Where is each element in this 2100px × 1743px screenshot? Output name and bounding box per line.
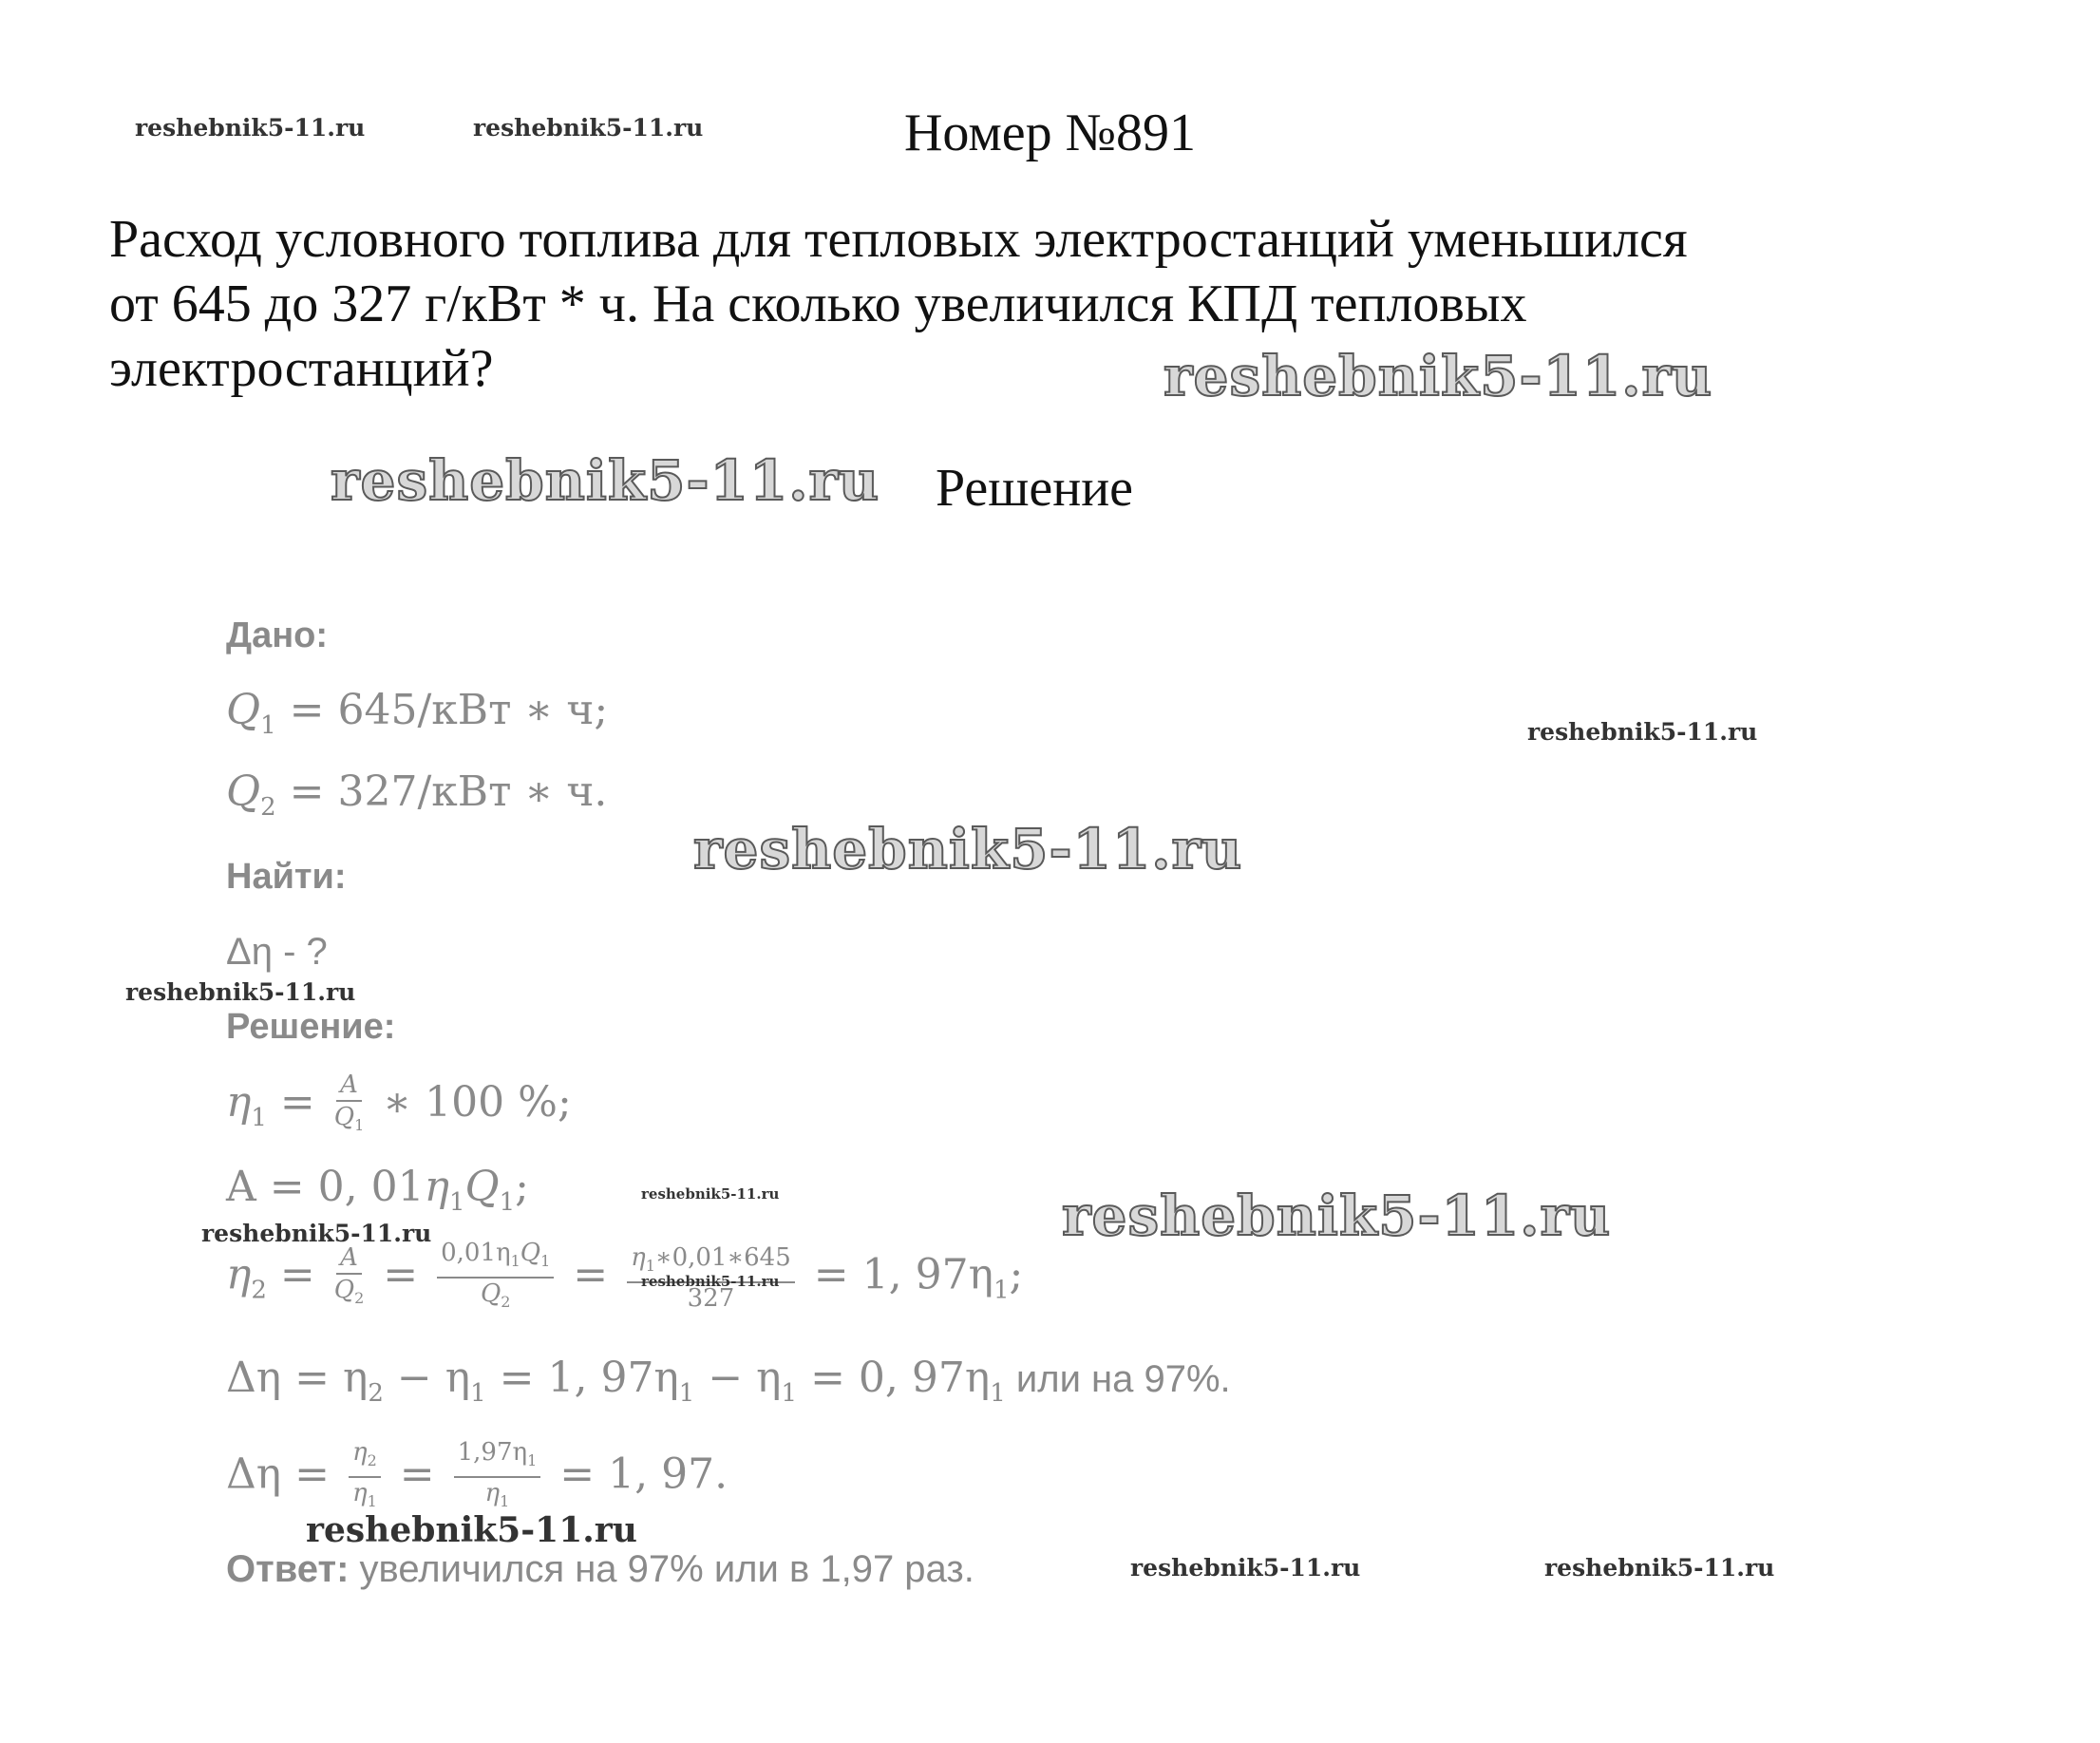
watermark: reshebnik5-11.ru (641, 1185, 780, 1203)
watermark: reshebnik5-11.ru (1544, 1554, 1775, 1582)
formula-ratio: Δη = $\frac{\eta_2}{\eta_1}$ = $\frac{1,97\eta_1}{\eta_1}$ = 1, 97. (226, 1438, 728, 1511)
watermark: reshebnik5-11.ru (306, 1510, 637, 1550)
watermark: reshebnik5-11.ru (1527, 718, 1758, 746)
problem-line: электростанций? (109, 339, 494, 398)
watermark: reshebnik5-11.ru (1164, 344, 1713, 408)
formula-work: A = 0, $01\eta_1Q_1$; (226, 1163, 529, 1217)
find-value: Δη - ? (226, 931, 328, 973)
watermark: reshebnik5-11.ru (201, 1220, 432, 1247)
given-label: Дано: (226, 616, 329, 655)
given-q1: $Q_1 = 645/кВт$ ∗ ч; (226, 686, 609, 740)
problem-line: от 645 до 327 г/кВт * ч. На сколько увеличился КПД тепловых (109, 275, 1527, 333)
answer (226, 1548, 974, 1591)
watermark: reshebnik5-11.ru (1130, 1554, 1361, 1582)
formula-efficiency-1: $\eta_1$ = $\frac{A}{Q_1}$ ∗ 100 %; (226, 1070, 572, 1135)
formula-delta-efficiency: $\Delta\eta = \eta_2 - \eta_1 = 1$, $97\eta_1 - \eta_1 = 0$, $97\eta_1$ или на 97%. (226, 1354, 1231, 1408)
given-q2: $Q_2 = 327/кВт$ ∗ ч. (226, 767, 608, 822)
watermark: reshebnik5-11.ru (331, 448, 880, 513)
watermark: reshebnik5-11.ru (135, 114, 366, 142)
answer-label: Ответ: (226, 1548, 350, 1590)
find-label: Найти: (226, 857, 347, 897)
problem-line: Расход условного топлива для тепловых электростанций уменьшился (109, 210, 1688, 269)
watermark: reshebnik5-11.ru (641, 1273, 780, 1290)
watermark: reshebnik5-11.ru (125, 978, 356, 1006)
watermark: reshebnik5-11.ru (693, 817, 1243, 881)
answer-text: увеличился на 97% или в 1,97 раз. (349, 1548, 974, 1590)
solution-heading: Решение (936, 459, 1134, 518)
watermark: reshebnik5-11.ru (1062, 1184, 1612, 1248)
watermark: reshebnik5-11.ru (473, 114, 704, 142)
solution-label: Решение: (226, 1007, 396, 1047)
page-title: Номер №891 (903, 104, 1197, 162)
formula-efficiency-2: $\eta_2$ = $\frac{A}{Q_2}$ = $\frac{0,01\eta_1Q_1}{Q_2}$ = $\frac{\eta_1∗0,01∗645}{327}$ = 1, $97\eta_1$; (226, 1239, 1024, 1313)
